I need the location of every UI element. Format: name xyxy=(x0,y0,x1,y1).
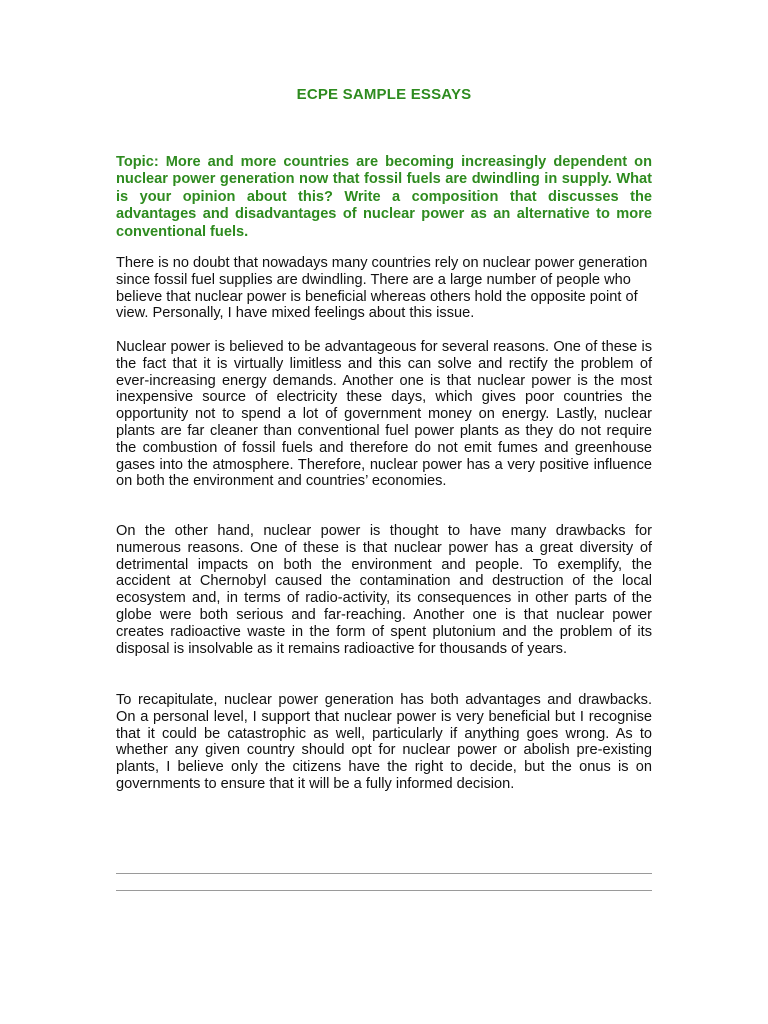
page-title: ECPE SAMPLE ESSAYS xyxy=(296,86,472,103)
essay-topic: Topic: More and more countries are becoming increasingly dependent on nuclear power generation now that fossil fuels are dwindling in supply. What is your opinion about this? Write a composition that discusses the advantages and disadvantages of nuclear power as an alternative to more conventional fuels. xyxy=(116,154,652,240)
essay-paragraph-drawbacks: On the other hand, nuclear power is thought to have many drawbacks for numerous reasons. One of these is that nuclear power has a great diversity of detrimental impacts on both the environment and people. To exemplify, the accident at Chernobyl caused the contamination and destruction of the local ecosystem and, in terms of radio-activity, its consequences in other parts of the globe were both serious and far-reaching. Another one is that nuclear power creates radioactive waste in the form of spent plutonium and the problem of its disposal is insolvable as it remains radioactive for thousands of years. xyxy=(116,523,652,657)
footer-divider-top xyxy=(116,873,652,874)
essay-paragraph-advantages: Nuclear power is believed to be advantageous for several reasons. One of these is the fact that it is virtually limitless and this can solve and rectify the problem of ever-increasing energy demands. Another one is that nuclear power is the most inexpensive source of electricity these days, which gives poor countries the opportunity not to spend a lot of government money on energy. Lastly, nuclear plants are far cleaner than conventional fuel power plants as they do not require the combustion of fossil fuels and therefore do not emit fumes and greenhouse gases into the atmosphere. Therefore, nuclear power has a very positive influence on both the environment and countries’ economies. xyxy=(116,339,652,490)
footer-divider-bottom xyxy=(116,890,652,891)
essay-paragraph-intro: There is no doubt that nowadays many countries rely on nuclear power generation since fossil fuel supplies are dwindling. There are a large number of people who believe that nuclear power is beneficial whereas others hold the opposite point of view. Personally, I have mixed feelings about this issue. xyxy=(116,255,648,322)
essay-paragraph-conclusion: To recapitulate, nuclear power generation has both advantages and drawbacks. On a personal level, I support that nuclear power is very beneficial but I recognise that it could be catastrophic as well, particularly if anything goes wrong. As to whether any given country should opt for nuclear power or abolish pre-existing plants, I believe only the citizens have the right to decide, but the onus is on governments to ensure that it will be a fully informed decision. xyxy=(116,692,652,792)
